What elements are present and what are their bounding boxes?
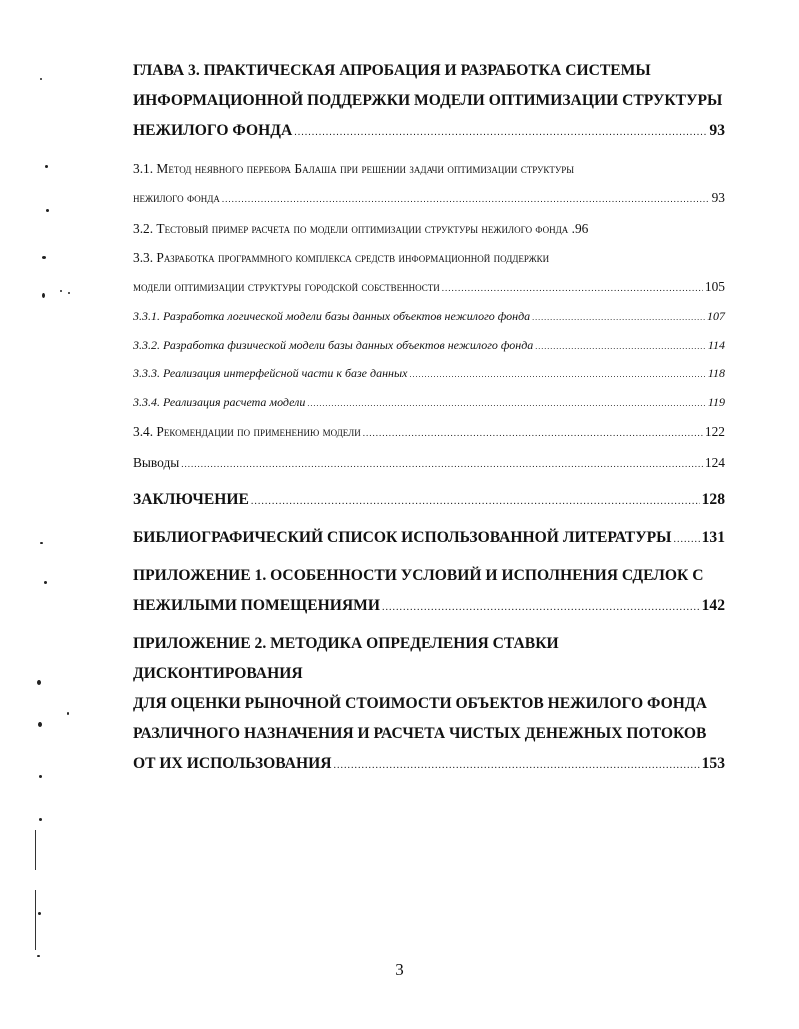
scan-speck [42,256,46,259]
toc-entry-3-3-2 [133,332,725,361]
scan-speck [37,680,41,685]
dot-leader [181,450,703,479]
toc-page-number: 107 [707,309,725,323]
table-of-contents [133,56,725,781]
toc-text-line: 3.3.4. Реализация расчета модели [133,394,306,409]
dot-leader [382,593,700,623]
toc-text-line: 3.1. Метод неявного перебора Балаша при решении задачи оптимизации структуры [133,161,575,176]
toc-page-number: 124 [704,455,725,470]
dot-leader [442,274,703,303]
toc-text-line: НЕЖИЛЫМИ ПОМЕЩЕНИЯМИ [133,597,381,614]
toc-page-number: 153 [701,755,725,772]
dot-leader [307,391,705,418]
scan-line [35,890,36,950]
toc-text-line: 3.3.2. Разработка физической модели базы данных объектов нежилого фонда [133,337,534,352]
scan-speck [68,292,70,294]
toc-entry-3-3 [133,243,725,303]
toc-text-line: нежилого фонда [133,190,220,205]
scan-speck [40,542,43,544]
toc-text-line: ИНФОРМАЦИОННОЙ ПОДДЕРЖКИ МОДЕЛИ ОПТИМИЗАЦИИ СТРУКТУРЫ [133,92,723,109]
toc-text-line: ГЛАВА 3. ПРАКТИЧЕСКАЯ АПРОБАЦИЯ И РАЗРАБОТКА СИСТЕМЫ [133,62,651,79]
scan-speck [39,775,42,778]
toc-text-line: 3.3. Разработка программного комплекса средств информационной поддержки [133,250,550,265]
dot-leader [532,305,705,332]
page-number: 3 [395,960,404,979]
toc-entry-3-2 [133,214,725,243]
toc-entry-3-4 [133,417,725,448]
toc-text-line: модели оптимизации структуры городской собственности [133,279,440,294]
toc-text-line: БИБЛИОГРАФИЧЕСКИЙ СПИСОК ИСПОЛЬЗОВАННОЙ ЛИТЕРАТУРЫ [133,529,672,546]
toc-text-line: 3.3.1. Разработка логической модели базы данных объектов нежилого фонда [133,309,531,323]
scan-speck [44,581,47,584]
scan-speck [38,722,42,727]
toc-page-number: 105 [704,279,725,294]
scan-speck [42,293,45,298]
scan-speck [46,209,49,212]
toc-page-number: 114 [707,337,725,352]
toc-page-number: 122 [704,424,725,439]
toc-entry-conclusions [133,448,725,479]
toc-text-line: ОТ ИХ ИСПОЛЬЗОВАНИЯ [133,755,332,772]
toc-page-number: 119 [707,394,725,409]
toc-page-number: 142 [701,597,725,614]
toc-page-number: 96 [574,221,589,236]
toc-page-number: 118 [707,366,725,380]
dot-leader [535,334,706,361]
toc-text-line: НЕЖИЛОГО ФОНДА [133,122,293,139]
scan-speck [40,78,42,80]
toc-page-number: 93 [709,122,725,139]
dot-leader [333,751,699,781]
toc-page-number: 128 [701,491,725,508]
toc-entry-conclusion [133,485,725,517]
dot-leader [409,362,705,389]
toc-entry-3-3-1 [133,303,725,332]
scan-speck [67,712,69,715]
scan-speck [39,818,42,821]
toc-text-line: Выводы [133,455,180,470]
dot-leader [251,487,700,517]
toc-entry-appendix-2 [133,629,725,781]
toc-entry-3-1 [133,154,725,214]
dot-leader [363,419,703,448]
dot-leader [222,185,710,214]
scan-speck [45,165,48,168]
toc-entry-3-3-4 [133,389,725,418]
scan-speck [60,290,62,292]
toc-text-line: 3.3.3. Реализация интерфейсной части к базе данных [133,366,408,380]
scan-speck [37,955,40,957]
toc-text-line: ПРИЛОЖЕНИЕ 2. МЕТОДИКА ОПРЕДЕЛЕНИЯ СТАВКИ ДИСКОНТИРОВАНИЯ [133,635,559,682]
toc-text-line: ДЛЯ ОЦЕНКИ РЫНОЧНОЙ СТОИМОСТИ ОБЪЕКТОВ НЕЖИЛОГО ФОНДА [133,695,707,712]
toc-entry-appendix-1 [133,561,725,623]
toc-text-line: ПРИЛОЖЕНИЕ 1. ОСОБЕННОСТИ УСЛОВИЙ И ИСПОЛНЕНИЯ СДЕЛОК С [133,567,704,584]
toc-page-number: 131 [701,529,725,546]
toc-text-line: РАЗЛИЧНОГО НАЗНАЧЕНИЯ И РАСЧЕТА ЧИСТЫХ ДЕНЕЖНЫХ ПОТОКОВ [133,725,707,742]
toc-entry-chapter-3 [133,56,725,148]
toc-text-line: 3.2. Тестовый пример расчета по модели оптимизации структуры нежилого фонда . [133,221,575,236]
toc-text-line: ЗАКЛЮЧЕНИЕ [133,491,249,508]
toc-entry-3-3-3 [133,360,725,389]
toc-text-line: 3.4. Рекомендации по применению модели [133,424,361,439]
dot-leader [674,525,700,555]
toc-entry-bibliography [133,523,725,555]
toc-page-number: 93 [711,190,725,205]
scan-speck [38,912,41,915]
scan-line [35,830,36,870]
dot-leader [294,118,707,148]
